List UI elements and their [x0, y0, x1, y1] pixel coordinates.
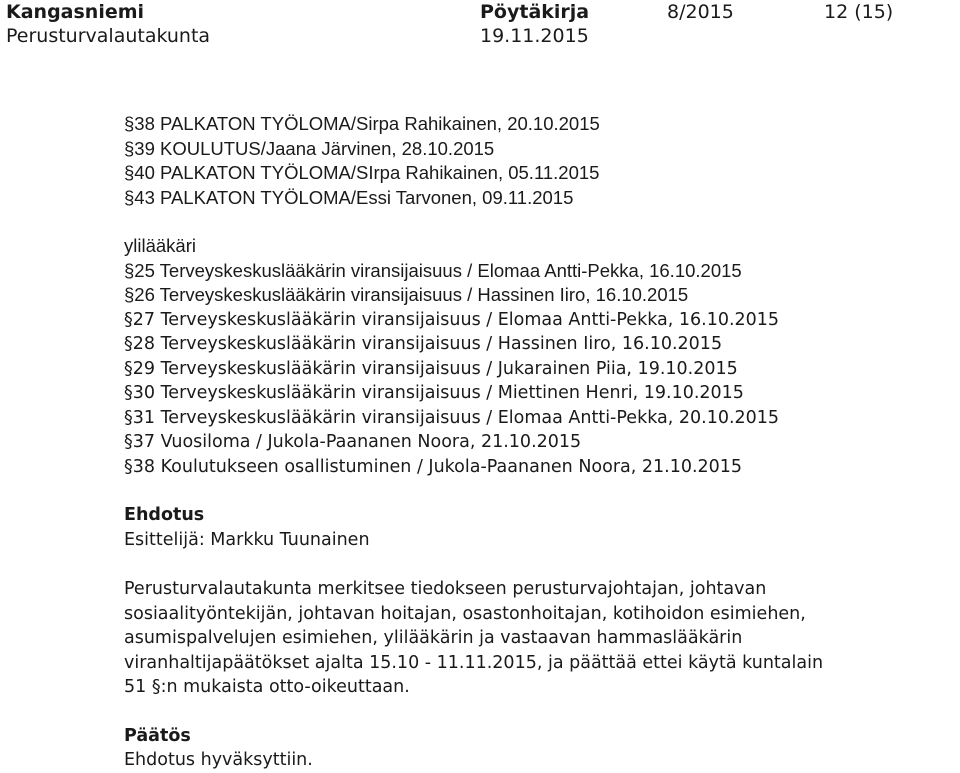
header-org: Kangasniemi — [6, 1, 145, 23]
decision-heading: Päätös — [124, 725, 191, 746]
header-body: Perusturvalautakunta — [6, 25, 211, 47]
decision-list-c — [124, 308, 944, 480]
list-item: §27 Terveyskeskuslääkärin viransijaisuus / Elomaa Antti-Pekka, 16.10.2015 — [124, 309, 780, 330]
header-doc-type: Pöytäkirja — [480, 1, 590, 23]
decision-section — [124, 724, 944, 773]
presenter-line: Esittelijä: Markku Tuunainen — [124, 529, 370, 550]
proposal-text-line: viranhaltijapäätökset ajalta 15.10 - 11.11.2015, ja päättää ettei käytä kuntalain — [124, 652, 824, 673]
spacer — [124, 479, 944, 503]
list-item: §30 Terveyskeskuslääkärin viransijaisuus / Miettinen Henri, 19.10.2015 — [124, 383, 744, 403]
spacer — [124, 700, 944, 724]
list-item: §25 Terveyskeskuslääkärin viransijaisuus / Elomaa Antti-Pekka, 16.10.2015 — [124, 259, 742, 281]
list-item: §28 Terveyskeskuslääkärin viransijaisuus / Hassinen Iiro, 16.10.2015 — [124, 334, 723, 354]
list-item: §31 Terveyskeskuslääkärin viransijaisuus / Elomaa Antti-Pekka, 20.10.2015 — [124, 407, 780, 428]
list-item: §29 Terveyskeskuslääkärin viransijaisuus / Jukarainen Piia, 19.10.2015 — [124, 358, 738, 379]
list-item: §38 Koulutukseen osallistuminen / Jukola-Paananen Noora, 21.10.2015 — [124, 456, 743, 477]
proposal-text-line: Perusturvalautakunta merkitsee tiedokseen perusturvajohtajan, johtavan — [124, 579, 767, 599]
list-item: §37 Vuosiloma / Jukola-Paananen Noora, 21.10.2015 — [124, 432, 582, 452]
header-number: 8/2015 — [667, 1, 734, 23]
page-header — [0, 0, 960, 48]
spacer — [124, 210, 944, 234]
decision-list-b — [124, 234, 944, 308]
header-date: 19.11.2015 — [480, 25, 589, 47]
list-item: §26 Terveyskeskuslääkärin viransijaisuus / Hassinen Iiro, 16.10.2015 — [124, 284, 689, 305]
list-item: §38 PALKATON TYÖLOMA/Sirpa Rahikainen, 20.10.2015 — [124, 113, 600, 134]
proposal-section — [124, 503, 944, 700]
spacer — [124, 552, 944, 577]
proposal-heading: Ehdotus — [124, 505, 205, 525]
proposal-text-line: 51 §:n mukaista otto-oikeuttaan. — [124, 677, 410, 697]
header-page: 12 (15) — [824, 1, 894, 23]
decision-list-a — [124, 112, 944, 210]
list-item: §43 PALKATON TYÖLOMA/Essi Tarvonen, 09.11.2015 — [124, 186, 574, 208]
decision-text: Ehdotus hyväksyttiin. — [124, 750, 313, 770]
proposal-text-line: sosiaalityöntekijän, johtavan hoitajan, osastonhoitajan, kotihoidon esimiehen, — [124, 603, 806, 624]
document-body — [124, 112, 944, 773]
list-title: ylilääkäri — [124, 235, 196, 256]
list-item: §40 PALKATON TYÖLOMA/SIrpa Rahikainen, 05.11.2015 — [124, 162, 600, 183]
proposal-text-line: asumispalvelujen esimiehen, ylilääkärin ja vastaavan hammaslääkärin — [124, 628, 743, 648]
list-item: §39 KOULUTUS/Jaana Järvinen, 28.10.2015 — [124, 137, 495, 159]
